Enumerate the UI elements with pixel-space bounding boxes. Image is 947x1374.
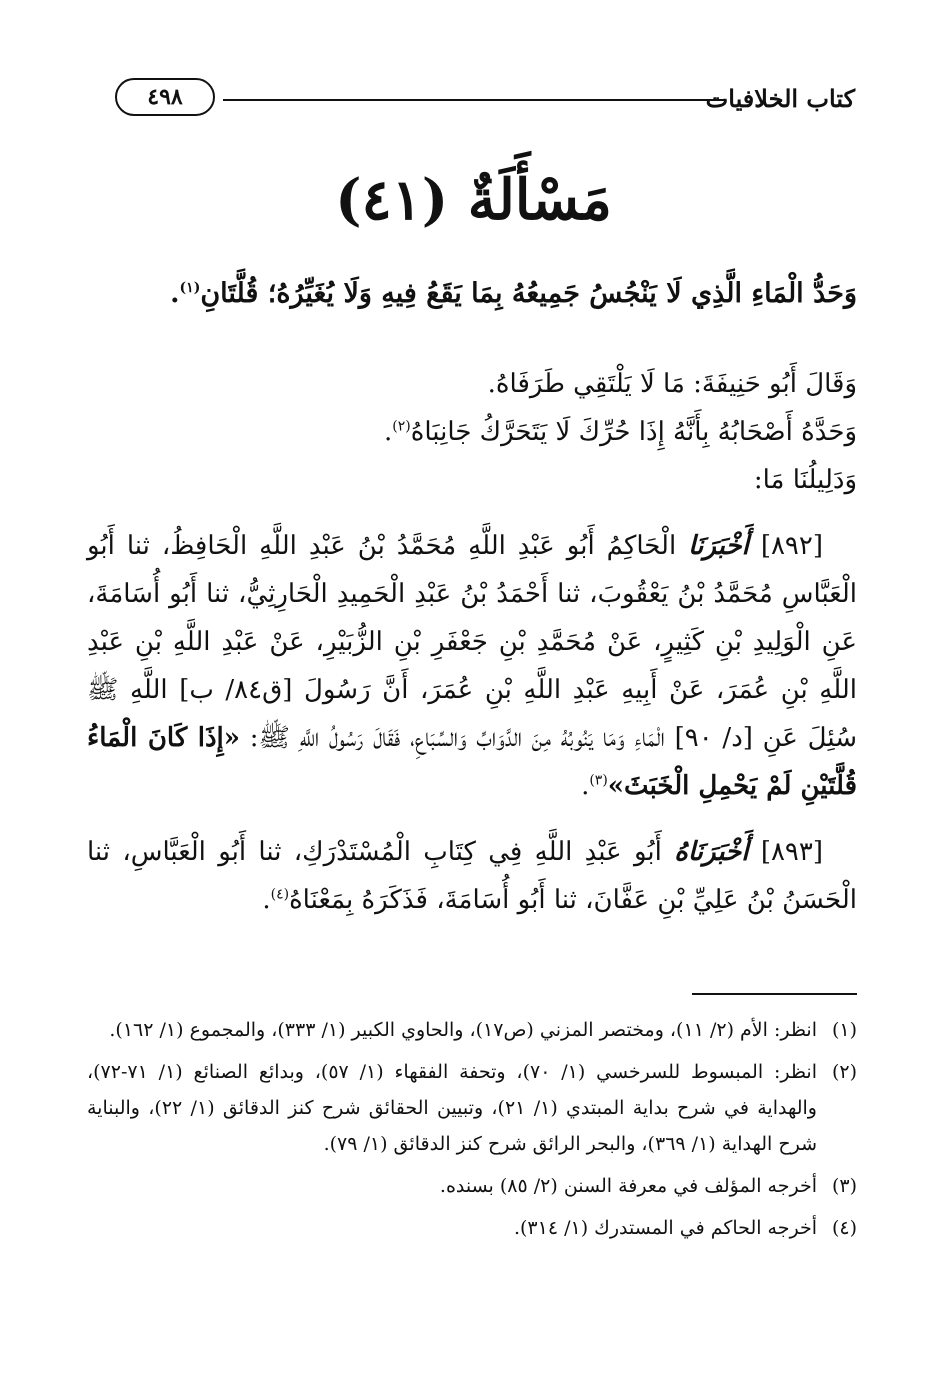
issue-statement-end: . — [170, 278, 180, 309]
footnote-2 — [87, 1054, 857, 1162]
footnote-separator — [692, 993, 857, 995]
footnote-text: أخرجه المؤلف في معرفة السنن (٢/ ٨٥) بسنده. — [439, 1175, 817, 1197]
hadith-892-end: . — [581, 771, 590, 801]
footnote-number: (٤) — [831, 1217, 857, 1239]
footnote-ref-4: (٤) — [270, 886, 290, 903]
page-number: ٤٩٨ — [147, 84, 183, 110]
issue-statement — [87, 270, 857, 318]
ashabuhu-text: وَحَدَّهُ أَصْحَابُهُ بِأَنَّهُ إِذَا حُرِّكَ لَا يَتَحَرَّكُ جَانِبَاهُ — [410, 417, 857, 447]
hadith-893-number: [٨٩٣] — [760, 837, 824, 867]
page-number-badge — [115, 78, 215, 116]
hadith-893-akhbarana: أَخْبَرَنَاهُ — [674, 837, 749, 867]
main-text — [87, 270, 857, 924]
footnote-number: (٢) — [831, 1061, 857, 1083]
header-rule — [223, 99, 725, 101]
footnotes — [87, 1012, 857, 1252]
hadith-893-text: أَبُو عَبْدِ اللَّهِ فِي كِتَابِ الْمُسْتَدْرَكِ، ثنا أَبُو الْعَبَّاسِ، ثنا الْحَسَنُ بْنُ عَلِيِّ بْنِ عَفَّانَ، ثنا أَبُو أُسَامَةَ، فَذَكَرَهُ بِمَعْنَاهُ — [87, 837, 857, 915]
footnote-text: أخرجه الحاكم في المستدرك (١/ ٣١٤). — [513, 1217, 817, 1239]
footnote-text: انظر: المبسوط للسرخسي (١/ ٧٠)، وتحفة الفقهاء (١/ ٥٧)، وبدائع الصنائع (١/ ٧١-٧٢)، والهداية في شرح بداية المبتدي (١/ ٢١)، وتبيين الحقائق شرح كنز الدقائق (١/ ٢٢)، والبناية شرح الهداية (١/ ٣٦٩)، والبحر الرائق شرح كنز الدقائق (١/ ٧٩). — [87, 1061, 817, 1155]
chapter-heading: مَسْأَلَةٌ (٤١) — [335, 167, 612, 233]
issue-statement-text: وَحَدُّ الْمَاءِ الَّذِي لَا يَنْجُسُ جَمِيعُهُ بِمَا يَقَعُ فِيهِ وَلَا يُغَيِّرُهُ؛ قُلَّتَانِ — [200, 278, 857, 309]
hadith-892-quote: «إِذَا كَانَ الْمَاءُ قُلَّتَيْنِ لَمْ يَحْمِلِ الْخَبَثَ» — [87, 723, 857, 801]
ashabuhu-view — [87, 408, 857, 456]
abu-hanifa-view: وَقَالَ أَبُو حَنِيفَةَ: مَا لَا يَلْتَقِي طَرَفَاهُ. — [487, 369, 857, 399]
hadith-893 — [87, 828, 857, 924]
hadith-893-end: . — [262, 885, 271, 915]
footnote-ref-1: (١) — [179, 280, 201, 296]
footnote-3 — [87, 1168, 857, 1204]
hadith-892-isnad: الْحَاكِمُ أَبُو عَبْدِ اللَّهِ مُحَمَّدُ بْنُ عَبْدِ اللَّهِ الْحَافِظُ، ثنا أَبُو الْعَبَّاسِ مُحَمَّدُ بْنُ يَعْقُوبَ، ثنا أَحْمَدُ بْنُ عَبْدِ الْحَمِيدِ الْحَارِثِيُّ، ثنا أَبُو أُسَامَةَ، عَنِ الْوَلِيدِ بْنِ كَثِيرٍ، عَنْ مُحَمَّدِ بْنِ جَعْفَرِ بْنِ الزُّبَيْرِ، عَنْ عَبْدِ اللَّهِ بْنِ عَبْدِ اللَّهِ بْنِ عُمَرَ، عَنْ أَبِيهِ عَبْدِ اللَّهِ بْنِ عُمَرَ، أَنَّ رَسُولَ [ق٨٤/ ب] اللَّهِ ﷺ سُئِلَ عَنِ [د/ ٩٠] الْمَاءِ وَمَا يَنُوبُهُ مِنَ الدَّوَابِّ وَالسِّبَاعِ، فَقَالَ رَسُولُ اللَّهِ ﷺ: — [87, 531, 857, 753]
hadith-892 — [87, 522, 857, 810]
hadith-892-number: [٨٩٢] — [760, 531, 824, 561]
footnote-4 — [87, 1210, 857, 1246]
ashabuhu-end: . — [384, 417, 393, 447]
footnote-text: انظر: الأم (٢/ ١١)، ومختصر المزني (ص١٧)، والحاوي الكبير (١/ ٣٣٣)، والمجموع (١/ ١٦٢). — [109, 1019, 817, 1041]
running-header — [115, 78, 855, 122]
footnote-number: (١) — [831, 1019, 857, 1041]
dalil-line: وَدَلِيلُنَا مَا: — [753, 465, 857, 495]
book-title: كتاب الخلافيات — [705, 84, 855, 113]
footnote-number: (٣) — [831, 1175, 857, 1197]
footnote-ref-3: (٣) — [589, 772, 608, 789]
footnote-1 — [87, 1012, 857, 1048]
hadith-892-akhbarana: أَخْبَرَنَا — [688, 531, 749, 561]
footnote-ref-2: (٢) — [392, 418, 411, 435]
